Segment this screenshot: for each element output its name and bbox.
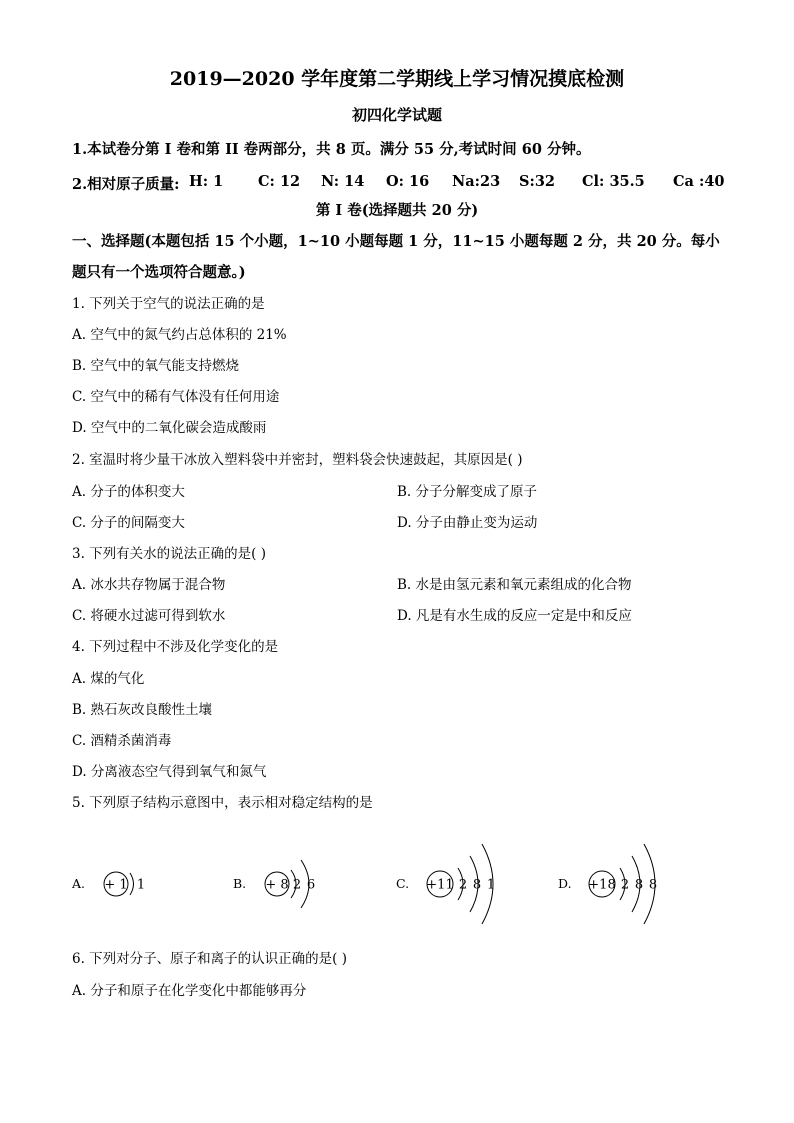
option-a: A. 分子和原子在化学变化中都能够再分 [72,983,307,999]
section-heading: 第 I 卷(选择题共 20 分) [315,202,479,219]
option-c: C. 将硬水过滤可得到软水 [72,608,226,624]
shell-electrons: 1 [136,877,146,893]
atomic-mass-c: C: 12 [258,173,301,190]
atomic-mass-cl: Cl: 35.5 [582,173,645,190]
option-c: C. 酒精杀菌消毒 [72,733,172,749]
atom-diagram-d [558,838,718,930]
atomic-mass-h: H: 1 [189,173,224,190]
section-intro-line-1: 一、选择题(本题包括 15 个小题，1~10 小题每题 1 分，11~15 小题每题 2 分，共 20 分。每小 [72,233,720,250]
shell-electrons: 8 [634,877,644,893]
option-d: D. 凡是有水生成的反应一定是中和反应 [397,608,632,624]
option-c: C. 空气中的稀有气体没有任何用途 [72,389,280,405]
question-stem: 4. 下列过程中不涉及化学变化的是 [72,639,279,655]
atomic-mass-label: 2.相对原子质量: [72,176,180,193]
question-stem: 3. 下列有关水的说法正确的是( ) [72,546,266,562]
shell-electrons: 8 [472,877,482,893]
nucleus-charge: +18 [588,877,616,893]
option-d: D. 分离液态空气得到氧气和氮气 [72,764,267,780]
atom-diagram-c [396,838,556,930]
atom-diagram-b [233,838,393,930]
option-d: D. 空气中的二氧化碳会造成酸雨 [72,420,267,436]
atom-structure-diagram [255,838,385,930]
question-stem: 2. 室温时将少量干冰放入塑料袋中并密封，塑料袋会快速鼓起，其原因是( ) [72,452,523,468]
option-label: B. [233,876,247,891]
option-label: C. [396,876,410,891]
atomic-mass-ca: Ca :40 [673,173,725,190]
nucleus-charge: + 1 [104,877,128,893]
atom-structure-diagram [418,838,548,930]
atom-structure-diagram [94,838,224,930]
atomic-mass-na: Na:23 [452,173,501,190]
shell-electrons: 2 [458,877,468,893]
atomic-mass-n: N: 14 [321,173,365,190]
electron-shell [130,873,134,895]
question-stem: 6. 下列对分子、原子和离子的认识正确的是( ) [72,951,347,967]
option-b: B. 空气中的氧气能支持燃烧 [72,358,240,374]
atomic-mass-s: S:32 [519,173,556,190]
shell-electrons: 1 [486,877,496,893]
nucleus-charge: + 8 [265,877,289,893]
option-b: B. 熟石灰改良酸性土壤 [72,702,213,718]
nucleus-charge: +11 [426,877,454,893]
instruction-line-1: 1.本试卷分第 I 卷和第 II 卷两部分，共 8 页。满分 55 分,考试时间 60 分钟。 [72,141,591,158]
option-a: A. 分子的体积变大 [72,484,185,500]
option-a: A. 冰水共存物属于混合物 [72,577,226,593]
option-c: C. 分子的间隔变大 [72,515,185,531]
option-d: D. 分子由静止变为运动 [397,515,538,531]
section-intro-line-2: 题只有一个选项符合题意。) [72,264,246,281]
option-label: A. [72,876,86,891]
atom-diagram-a [72,838,232,930]
exam-subtitle: 初四化学试题 [351,106,442,124]
atom-structure-diagram [580,838,710,930]
exam-title: 2019—2020 学年度第二学期线上学习情况摸底检测 [169,68,625,90]
atomic-mass-o: O: 16 [386,173,430,190]
option-label: D. [558,876,572,891]
option-a: A. 煤的气化 [72,671,145,687]
question-stem: 5. 下列原子结构示意图中，表示相对稳定结构的是 [72,795,373,811]
question-stem: 1. 下列关于空气的说法正确的是 [72,296,265,312]
option-a: A. 空气中的氮气约占总体积的 21% [72,327,287,343]
shell-electrons: 6 [306,877,316,893]
option-b: B. 水是由氢元素和氧元素组成的化合物 [397,577,632,593]
option-b: B. 分子分解变成了原子 [397,484,538,500]
shell-electrons: 8 [648,877,658,893]
shell-electrons: 2 [292,877,302,893]
shell-electrons: 2 [620,877,630,893]
